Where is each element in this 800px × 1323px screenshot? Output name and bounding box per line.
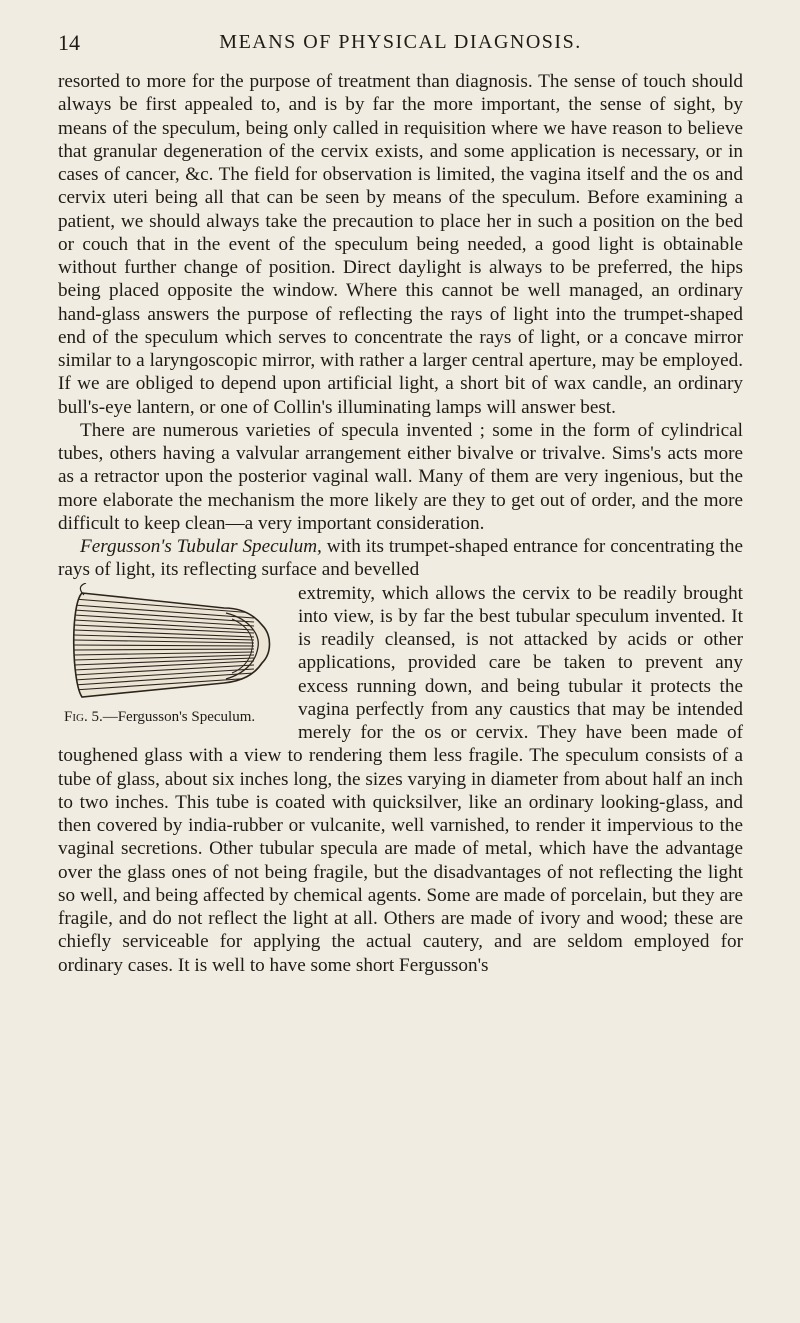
figure-caption (64, 706, 255, 729)
body-text (58, 70, 743, 977)
figure-5 (54, 583, 284, 733)
figure-label: Fig. 5. (64, 708, 103, 725)
page-number: 14 (58, 30, 80, 55)
running-title: MEANS OF PHYSICAL DIAGNOSIS. (219, 31, 582, 53)
paragraph-3-continued: extremity, which allows the cervix to be readily brought into view, is by far the best tubular speculum invented. It is readily cleansed, is not attacked by acids or other applications, provided care be taken to prevent any excess running down, and being tubular it protects the vagina perfectly from any caustics that may be intended merely for the os or cervix. They have been made of toughened glass with a view to rendering them less fragile. The speculum consists of a tube of glass, about six inches long, the sizes varying in diameter from about half an inch to two inches. This tube is coated with quicksilver, like an ordinary looking-glass, and then covered by india-rubber or vulcanite, well varnished, to render it impervious to the vaginal secretions. Other tubular specula are made of metal, which have the advantage over the glass ones of not being fragile, but the disadvantages of not reflecting the light so well, and being affected by chemical agents. Some are made of porcelain, but they are fragile, and do not reflect the light at all. Others are made of ivory and wood; these are chiefly serviceable for applying the actual cautery, and are seldom employed for ordinary cases. It is well to have some short Fergusson's (58, 582, 743, 976)
speculum-title: Fergusson's Tubular Speculum, (80, 536, 322, 557)
figure-caption-text: —Fergusson's Speculum. (102, 708, 256, 725)
paragraph-1: resorted to more for the purpose of treatment than diagnosis. The sense of touch should always be first appealed to, and is by far the more important, the sense of sight, by means of the speculum, being only called in requisition where we have reason to believe that granular degeneration of the cervix exists, and some application is necessary, or in cases of cancer, &c. The field for observation is limited, the vagina itself and the os and cervix uteri being all that can be seen by means of the speculum. Before examining a patient, we should always take the precaution to place her in such a position on the bed or couch that in the event of the speculum being needed, a good light is obtainable without further change of position. Direct daylight is always to be preferred, the hips being placed opposite the window. Where this cannot be well managed, an ordinary hand-glass answers the purpose of reflecting the rays of light into the trumpet-shaped end of the speculum which serves to concentrate the rays of light, or a concave mirror similar to a laryngoscopic mirror, with rather a larger central aperture, may be employed. If we are obliged to depend upon artificial light, a short bit of wax candle, an ordinary bull's-eye lantern, or one of Collin's illuminating lamps will answer best. (58, 71, 743, 418)
running-header (58, 30, 743, 56)
speculum-illustration (54, 583, 284, 705)
paragraph-3-first-line (58, 535, 743, 582)
paragraph-3-line-text: with its trumpet-shaped entrance for concentrating the rays of light, its reflecting surface and bevelled (58, 536, 743, 581)
paragraph-2: There are numerous varieties of specula invented ; some in the form of cylindrical tubes, others having a valvular arrangement either bivalve or trivalve. Sims's acts more as a retractor upon the posterior vaginal wall. Many of them are very ingenious, but the more elaborate the mechanism the more likely are they to get out of order, and the more difficult to keep clean—a very important consideration. (58, 419, 743, 534)
